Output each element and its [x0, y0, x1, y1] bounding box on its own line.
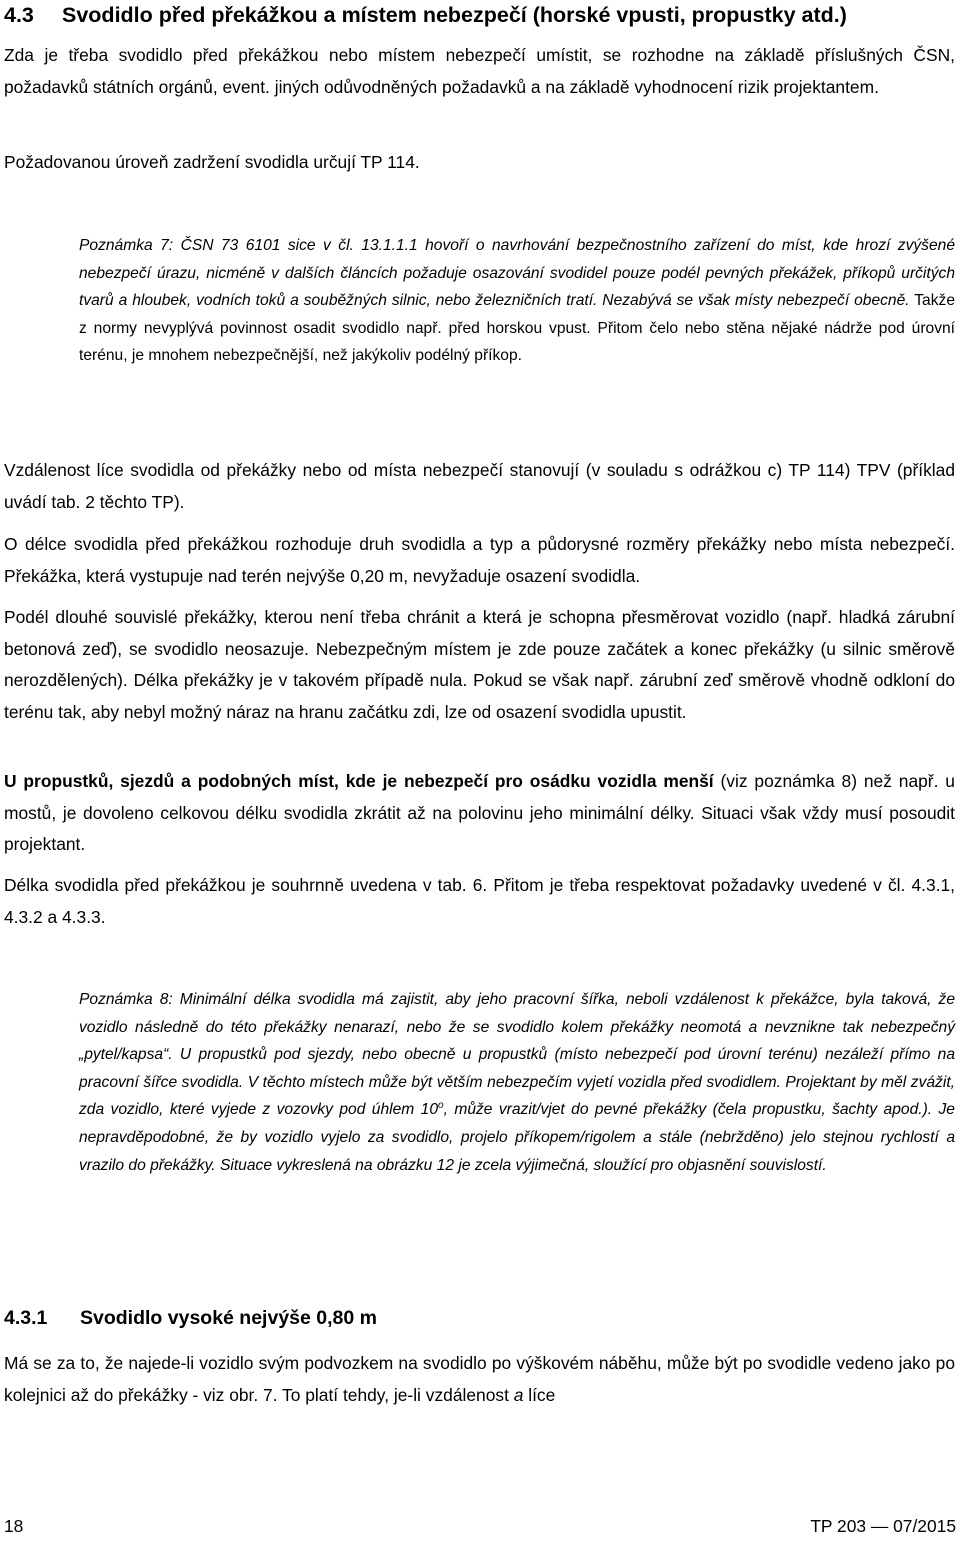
paragraph-culverts [4, 766, 955, 861]
paragraph-containment-level: Požadovanou úroveň zadržení svodidla určují TP 114. [4, 152, 420, 172]
document-id: TP 203 — 07/2015 [810, 1516, 956, 1536]
subsection-heading [4, 1304, 904, 1332]
subsection-title: Svodidlo vysoké nejvýše 0,80 m [80, 1307, 377, 1329]
note-8-degree: o [438, 1100, 444, 1112]
section-number: 4.3 [4, 3, 34, 27]
paragraph-length: O délce svodidla před překážkou rozhoduje druh svodidla a typ a půdorysné rozměry překážky nebo místa nebezpečí. Překážka, která vystupuje nad terén nejvýše 0,20 m, nevyžaduje osazení svodidla. [4, 534, 955, 586]
note-7 [79, 232, 955, 370]
paragraph-culverts-rest: (viz poznámka 8) než např. u mostů, je dovoleno celkovou délku svodidla zkrátit až na polovinu jeho minimální délky. Situaci však vždy musí posoudit projektant. [4, 771, 955, 855]
page-number: 18 [4, 1516, 24, 1536]
variable-a: a [513, 1384, 524, 1405]
paragraph-long-obstacle: Podél dlouhé souvislé překážky, kterou není třeba chránit a která je schopna přesměrovat vozidlo (např. hladká zárubní betonová zeď), se svodidlo neosazuje. Nebezpečným místem je zde pouze začátek a konec překážky (u silnic směrově nerozdělených). Délka překážky je v takovém případě nula. Pokud se však např. zárubní zeď směrově vhodně odkloní do terénu tak, aby nebyl možný náraz na hranu začátku zdi, lze od osazení svodidla upustit. [4, 607, 955, 722]
paragraph-rail-text-b: líce [523, 1384, 556, 1405]
note-7-plain-text: Takže z normy nevyplývá povinnost osadit svodidlo např. před horskou vpust. Přitom čelo nebo stěna nějaké nádrže pod úrovní terénu, je mnohem nebezpečnější, než jakýkoliv podélný příkop. [79, 292, 955, 365]
note-8-text-a: Poznámka 8: Minimální délka svodidla má zajistit, aby jeho pracovní šířka, neboli vzdálenost k překážce, byla taková, že vozidlo následně do této překážky nenarazí, nebo že se svodidlo kolem překážky neomotá a nevznikne tak nebezpečný „pytel/kapsa“. U propustků pod sjezdy, nebo obecně u propustků (místo nebezpečí pod úrovní terénu) nezáleží přímo na pracovní šířce svodidla. V těchto místech může být větším nebezpečím vyjetí vozidla před svodidlem. Projektant by měl zvážit, zda vozidlo, které vyjede z vozovky pod úhlem 10 [79, 991, 955, 1119]
section-title: Svodidlo před překážkou a místem nebezpečí (horské vpusti, propustky atd.) [62, 3, 847, 27]
section-heading [4, 2, 954, 28]
paragraph-rail-guidance [4, 1348, 955, 1411]
paragraph-distance: Vzdálenost líce svodidla od překážky nebo od místa nebezpečí stanovují (v souladu s odrážkou c) TP 114) TPV (příklad uvádí tab. 2 těchto TP). [4, 460, 955, 512]
note-8-text-b: , může vrazit/vjet do pevné překážky (čela propustku, šachty apod.). Je nepravděpodobné, že by vozidlo vyjelo za svodidlo, projelo příkopem/rigolem a stále (nebržděno) jelo stejnou rychlostí a vrazilo do překážky. Situace vykreslená na obrázku 12 je zcela výjimečná, sloužící pro objasnění souvislostí. [79, 1101, 955, 1174]
note-7-italic-text: Poznámka 7: ČSN 73 6101 sice v čl. 13.1.1.1 hovoří o navrhování bezpečnostního zařízení do míst, kde hrozí zvýšené nebezpečí úrazu, nicméně v dalších článcích požaduje osazování svodidel pouze podél pevných překážek, příkopů určitých tvarů a hloubek, vodních toků a souběžných silnic, nebo železničních tratí. Nezabývá se však místy nebezpečí obecně. [79, 237, 955, 310]
paragraph-table-reference: Délka svodidla před překážkou je souhrnně uvedena v tab. 6. Přitom je třeba respektovat požadavky uvedené v čl. 4.3.1, 4.3.2 a 4.3.3. [4, 875, 955, 927]
paragraph-culverts-bold: U propustků, sjezdů a podobných míst, kde je nebezpečí pro osádku vozidla menší [4, 771, 714, 791]
paragraph-rail-text-a: Má se za to, že najede-li vozidlo svým podvozkem na svodidlo po výškovém náběhu, může být po svodidle vedeno jako po kolejnici až do překážky - viz obr. 7. To platí tehdy, je-li vzdálenost [4, 1353, 955, 1405]
page-footer [4, 1514, 956, 1538]
subsection-number: 4.3.1 [4, 1307, 48, 1329]
note-8 [79, 986, 955, 1179]
paragraph-placement-decision: Zda je třeba svodidlo před překážkou nebo místem nebezpečí umístit, se rozhodne na základě příslušných ČSN, požadavků státních orgánů, event. jiných odůvodněných požadavků a na základě vyhodnocení rizik projektantem. [4, 45, 955, 97]
